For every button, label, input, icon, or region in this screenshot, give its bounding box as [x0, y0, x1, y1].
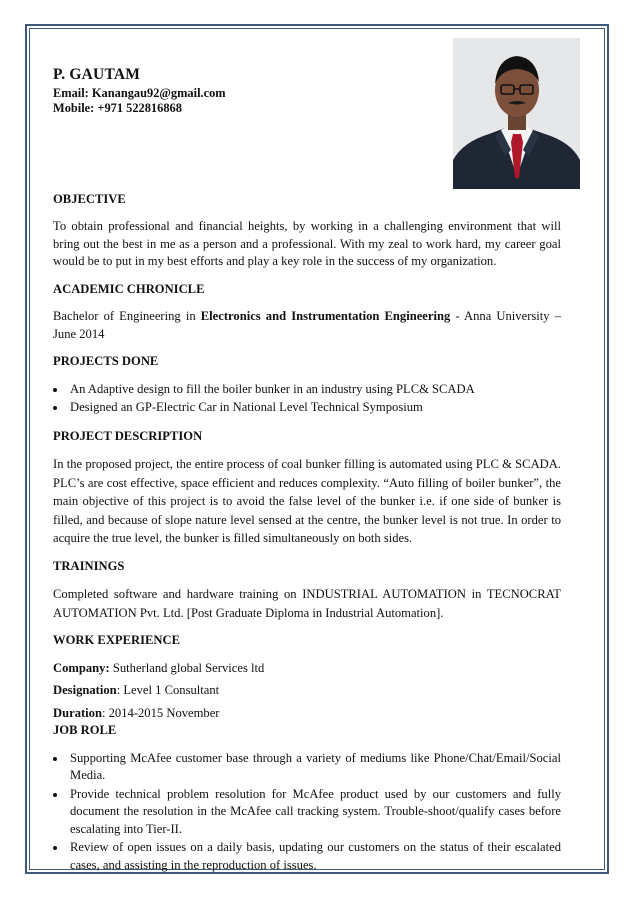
projects-list [53, 381, 561, 417]
objective-heading: OBJECTIVE [53, 191, 126, 206]
email-line [53, 86, 561, 101]
company-label: Company: [53, 660, 110, 675]
projects-heading: PROJECTS DONE [53, 354, 159, 368]
designation-label: Designation [53, 683, 117, 697]
duration-label: Duration [53, 705, 102, 720]
mobile-number: +971 522816868 [97, 100, 182, 115]
academic-university: - Anna University – June 2014 [53, 309, 561, 341]
project-description-heading: PROJECT DESCRIPTION [53, 428, 203, 443]
list-item: • An Adaptive design to fill the boiler bunker in an industry using PLC& SCADA [67, 381, 561, 399]
company-line [53, 660, 561, 678]
job-role-heading: JOB ROLE [53, 723, 117, 737]
mobile-line [53, 101, 561, 116]
academic-degree: Bachelor of Engineering in [53, 309, 196, 323]
project-description-text: In the proposed project, the entire process of coal bunker filling is automated using PLC & SCADA. PLC’s are cost effective, space efficient and reduces complexity. “Auto filling of boiler bunker”, the main objective of this project is to avoid the false level of the bunker i.e. if one side of bunker is filled, and because of slope nature level sensed at the centre, the bunker level is not true. In order to acquire the true level, the bunker is filled simultaneously on both sides. [53, 457, 561, 545]
resume-body [53, 66, 561, 875]
trainings-text: Completed software and hardware training on INDUSTRIAL AUTOMATION in TECNOCRAT AUTOMATION Pvt. Ltd. [Post Graduate Diploma in Industrial Automation]. [53, 587, 561, 620]
academic-text [53, 308, 561, 343]
designation-value: : Level 1 Consultant [116, 683, 220, 697]
objective-text: To obtain professional and financial heights, by working in a challenging environment that will bring out the best in me as a person and a professional. With my zeal to work hard, my career goal would be to put in my best efforts and play a key role in the success of my organization. [53, 219, 561, 268]
trainings-heading: TRAININGS [53, 558, 125, 573]
designation-line [53, 682, 561, 700]
duration-value: : 2014-2015 November [101, 705, 220, 720]
list-item: • Provide technical problem resolution for McAfee product used by our customers and fully document the resolution in the McAfee call tracking system. Trouble-shoot/qualify cases before escalating into Tier-II. [67, 786, 561, 839]
duration-line [53, 705, 561, 723]
list-item: • Supporting McAfee customer base through a variety of mediums like Phone/Chat/Email/Social Media. [67, 750, 561, 785]
job-role-list [53, 750, 561, 875]
academic-field: Electronics and Instrumentation Engineering [200, 309, 451, 323]
candidate-name: P. GAUTAM [53, 66, 141, 83]
academic-heading: ACADEMIC CHRONICLE [53, 281, 205, 296]
list-item: • Review of open issues on a daily basis, updating our customers on the status of their escalated cases, and assisting in the reproduction of issues. [67, 839, 561, 874]
list-item: • Designed an GP-Electric Car in National Level Technical Symposium [67, 399, 561, 417]
email-address[interactable]: Kanangau92@gmail.com [91, 85, 226, 100]
mobile-label: Mobile: [53, 100, 95, 115]
email-label: Email: [53, 85, 89, 100]
work-experience-heading: WORK EXPERIENCE [53, 633, 181, 647]
company-value: Sutherland global Services ltd [112, 660, 265, 675]
